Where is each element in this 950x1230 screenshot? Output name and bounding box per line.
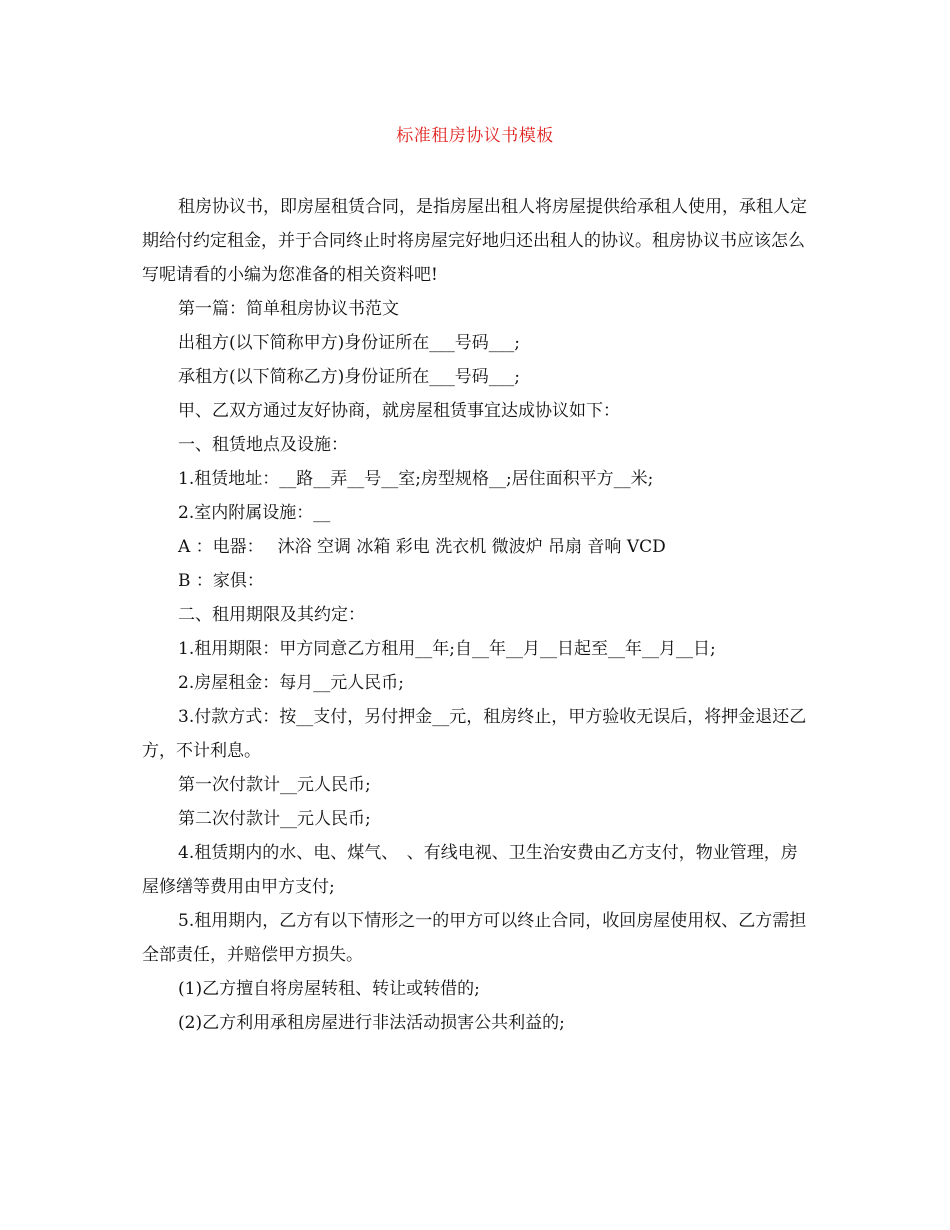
paragraph: 3.付款方式：按__支付，另付押金__元，租房终止，甲方验收无误后，将押金退还乙方，不计利息。 [142, 707, 807, 761]
paragraph: B ：家俱： [178, 571, 264, 591]
paragraph: 一、租赁地点及设施： [178, 435, 348, 455]
document-title: 标准租房协议书模板 [396, 126, 554, 146]
paragraph: 甲、乙双方通过友好协商，就房屋租赁事宜达成协议如下： [178, 401, 620, 421]
paragraph: 4.租赁期内的水、电、煤气、 、有线电视、卫生治安费由乙方支付，物业管理，房屋修缮等费用由甲方支付; [142, 843, 798, 897]
paragraph: 1.租赁地址：__路__弄__号__室;房型规格__;居住面积平方__米; [178, 469, 654, 489]
paragraph: 第一次付款计__元人民币; [178, 775, 371, 795]
paragraph: 5.租用期内，乙方有以下情形之一的甲方可以终止合同，收回房屋使用权、乙方需担全部责任，并赔偿甲方损失。 [142, 911, 807, 965]
paragraph: (1)乙方擅自将房屋转租、转让或转借的; [178, 979, 480, 999]
document-body [142, 190, 810, 1040]
paragraph: 第二次付款计__元人民币; [178, 809, 371, 829]
paragraph: 第一篇：简单租房协议书范文 [178, 299, 399, 319]
paragraph: 1.租用期限：甲方同意乙方租用__年;自__年__月__日起至__年__月__日; [178, 639, 716, 659]
paragraph: (2)乙方利用承租房屋进行非法活动损害公共利益的; [178, 1013, 565, 1033]
paragraph: 二、租用期限及其约定： [178, 605, 365, 625]
paragraph: A ：电器： 沐浴 空调 冰箱 彩电 洗衣机 微波炉 吊扇 音响 VCD [178, 537, 666, 557]
paragraph: 承租方(以下简称乙方)身份证所在___号码___; [178, 367, 520, 387]
paragraph: 出租方(以下简称甲方)身份证所在___号码___; [178, 333, 520, 353]
paragraph: 2.房屋租金：每月__元人民币; [178, 673, 404, 693]
paragraph: 2.室内附属设施：__ [178, 503, 331, 523]
paragraph: 租房协议书，即房屋租赁合同，是指房屋出租人将房屋提供给承租人使用，承租人定期给付约定租金，并于合同终止时将房屋完好地归还出租人的协议。租房协议书应该怎么写呢请看的小编为您准备的相关资料吧! [142, 197, 807, 285]
